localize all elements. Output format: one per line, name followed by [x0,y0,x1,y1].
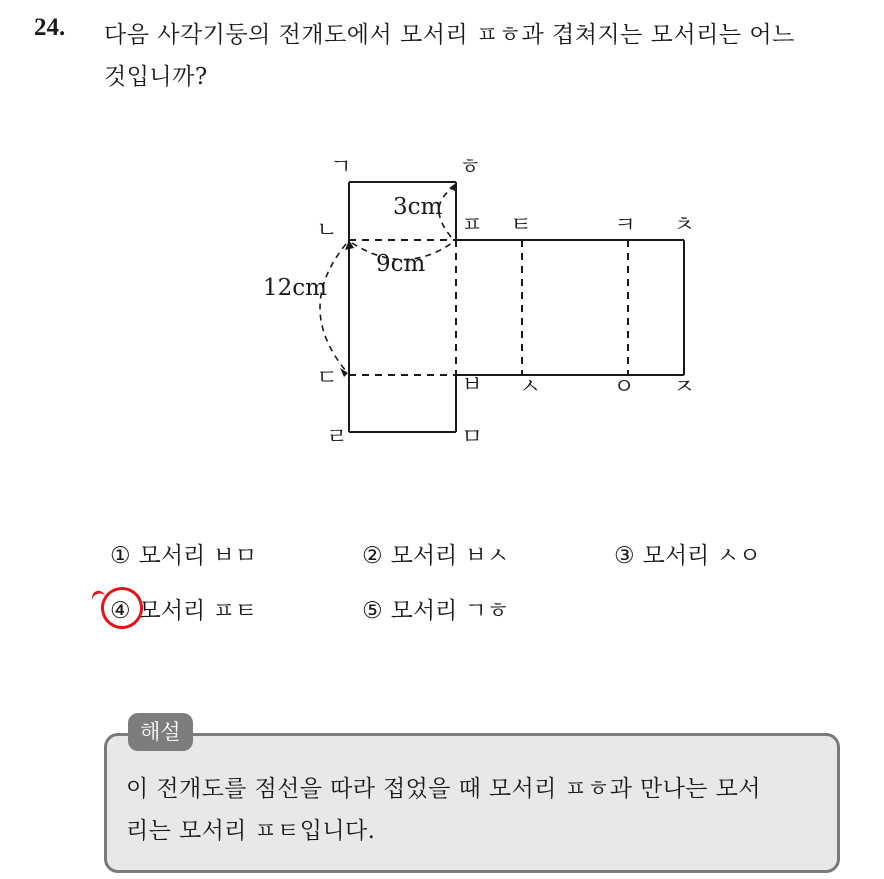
choice-3[interactable] [614,541,761,571]
explanation-tag: 해설 [128,713,193,751]
arrowhead-3cm [449,183,456,191]
label-o: ㅇ [613,375,635,400]
question-number: 24. [34,14,66,41]
choice-4-text: 모서리 ㅍㅌ [138,598,258,624]
choice-3-number: ③ [614,543,635,569]
explanation-line-2: 리는 모서리 ㅍㅌ입니다. [126,818,376,844]
label-k: ㅋ [614,213,636,238]
choice-1-number: ① [110,543,131,569]
choice-1[interactable] [110,541,257,571]
explanation-text [126,768,826,852]
choice-3-text: 모서리 ㅅㅇ [642,543,762,569]
explanation-line-1: 이 전개도를 점선을 따라 접었을 때 모서리 ㅍㅎ과 만나는 모서 [126,776,761,802]
arrowhead-9cm [345,240,354,250]
choice-5-number: ⑤ [362,598,383,624]
label-g: ㄱ [330,155,352,180]
label-j: ㅈ [673,375,695,400]
question-line-1: 다음 사각기둥의 전개도에서 모서리 ㅍㅎ과 겹쳐지는 모서리는 어느 [104,22,795,48]
choice-5-text: 모서리 ㄱㅎ [390,598,510,624]
label-m: ㅁ [461,425,483,450]
label-ch: ㅊ [673,213,695,238]
label-n: ㄴ [316,218,338,243]
choice-2-number: ② [362,543,383,569]
dim-label-12cm: 12cm [263,275,327,301]
label-d: ㄷ [316,366,338,391]
choice-1-text: 모서리 ㅂㅁ [138,543,258,569]
choice-2-text: 모서리 ㅂㅅ [390,543,510,569]
dim-arc-12cm [320,244,346,371]
choice-5[interactable] [362,596,509,626]
label-s: ㅅ [519,375,541,400]
dim-label-3cm: 3cm [393,194,443,220]
label-h: ㅎ [459,155,481,180]
choice-4-number: ④ [110,598,131,624]
question-line-2: 것입니까? [104,64,208,90]
choice-2[interactable] [362,541,509,571]
label-t: ㅌ [510,213,532,238]
label-b: ㅂ [461,373,483,398]
label-r: ㄹ [326,425,348,450]
dim-label-9cm: 9cm [376,251,426,277]
label-p: ㅍ [461,213,483,238]
